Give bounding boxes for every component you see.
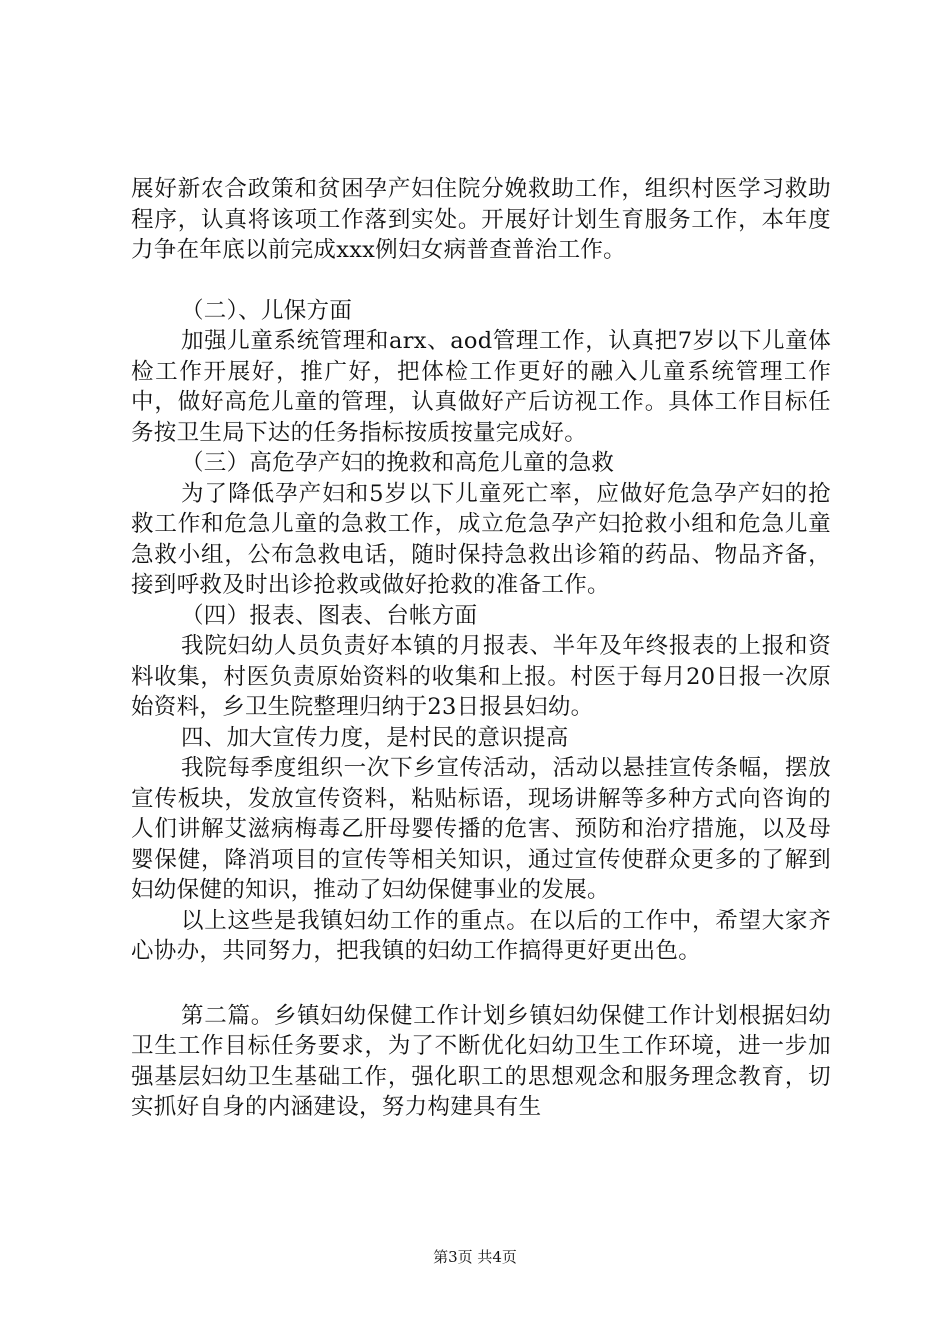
page-number: 第3页 共4页 [433,1248,517,1266]
paragraph-second-article: 第二篇。乡镇妇幼保健工作计划乡镇妇幼保健工作计划根据妇幼卫生工作目标任务要求，为了不断优化妇幼卫生工作环境，进一步加强基层妇幼卫生基础工作，强化职工的思想观念和服务理念教育，切实抓好自身的内涵建设，努力构建具有生 [131,1002,831,1120]
paragraph-emergency: 为了降低孕产妇和5岁以下儿童死亡率，应做好危急孕产妇的抢救工作和危急儿童的急救工作，成立危急孕产妇抢救小组和危急儿童急救小组，公布急救电话，随时保持急救出诊箱的药品、物品齐备，接到呼救及时出诊抢救或做好抢救的准备工作。 [131,480,831,598]
section-heading-publicity: 四、加大宣传力度，是村民的意识提高 [181,724,569,751]
paragraph-publicity: 我院每季度组织一次下乡宣传活动，活动以悬挂宣传条幅，摆放宣传板块，发放宣传资料，粘贴标语，现场讲解等多种方式向咨询的人们讲解艾滋病梅毒乙肝母婴传播的危害、预防和治疗措施，以及母婴保健，降消项目的宣传等相关知识，通过宣传使群众更多的了解到妇幼保健的知识，推动了妇幼保健事业的发展。 [131,755,831,903]
paragraph-summary: 以上这些是我镇妇幼工作的重点。在以后的工作中，希望大家齐心协办，共同努力，把我镇的妇幼工作搞得更好更出色。 [131,907,831,964]
paragraph-continuation: 展好新农合政策和贫困孕产妇住院分娩救助工作，组织村医学习救助程序，认真将该项工作落到实处。开展好计划生育服务工作，本年度力争在年底以前完成xxx例妇女病普查普治工作。 [131,176,831,263]
document-body [131,174,831,1123]
section-heading-emergency: （三）高危孕产妇的挽救和高危儿童的急救 [181,450,615,476]
paragraph-child-care: 加强儿童系统管理和arx、aod管理工作，认真把7岁以下儿童体检工作开展好，推广好，把体检工作更好的融入儿童系统管理工作中，做好高危儿童的管理，认真做好产后访视工作。具体工作目标任务按卫生局下达的任务指标按质按量完成好。 [131,328,831,446]
section-heading-child-care: （二）、儿保方面 [181,297,353,324]
section-heading-reports: （四）报表、图表、台帐方面 [181,602,478,629]
paragraph-reports: 我院妇幼人员负责好本镇的月报表、半年及年终报表的上报和资料收集，村医负责原始资料的收集和上报。村医于每月20日报一次原始资料，乡卫生院整理归纳于23日报县妇幼。 [131,633,831,720]
